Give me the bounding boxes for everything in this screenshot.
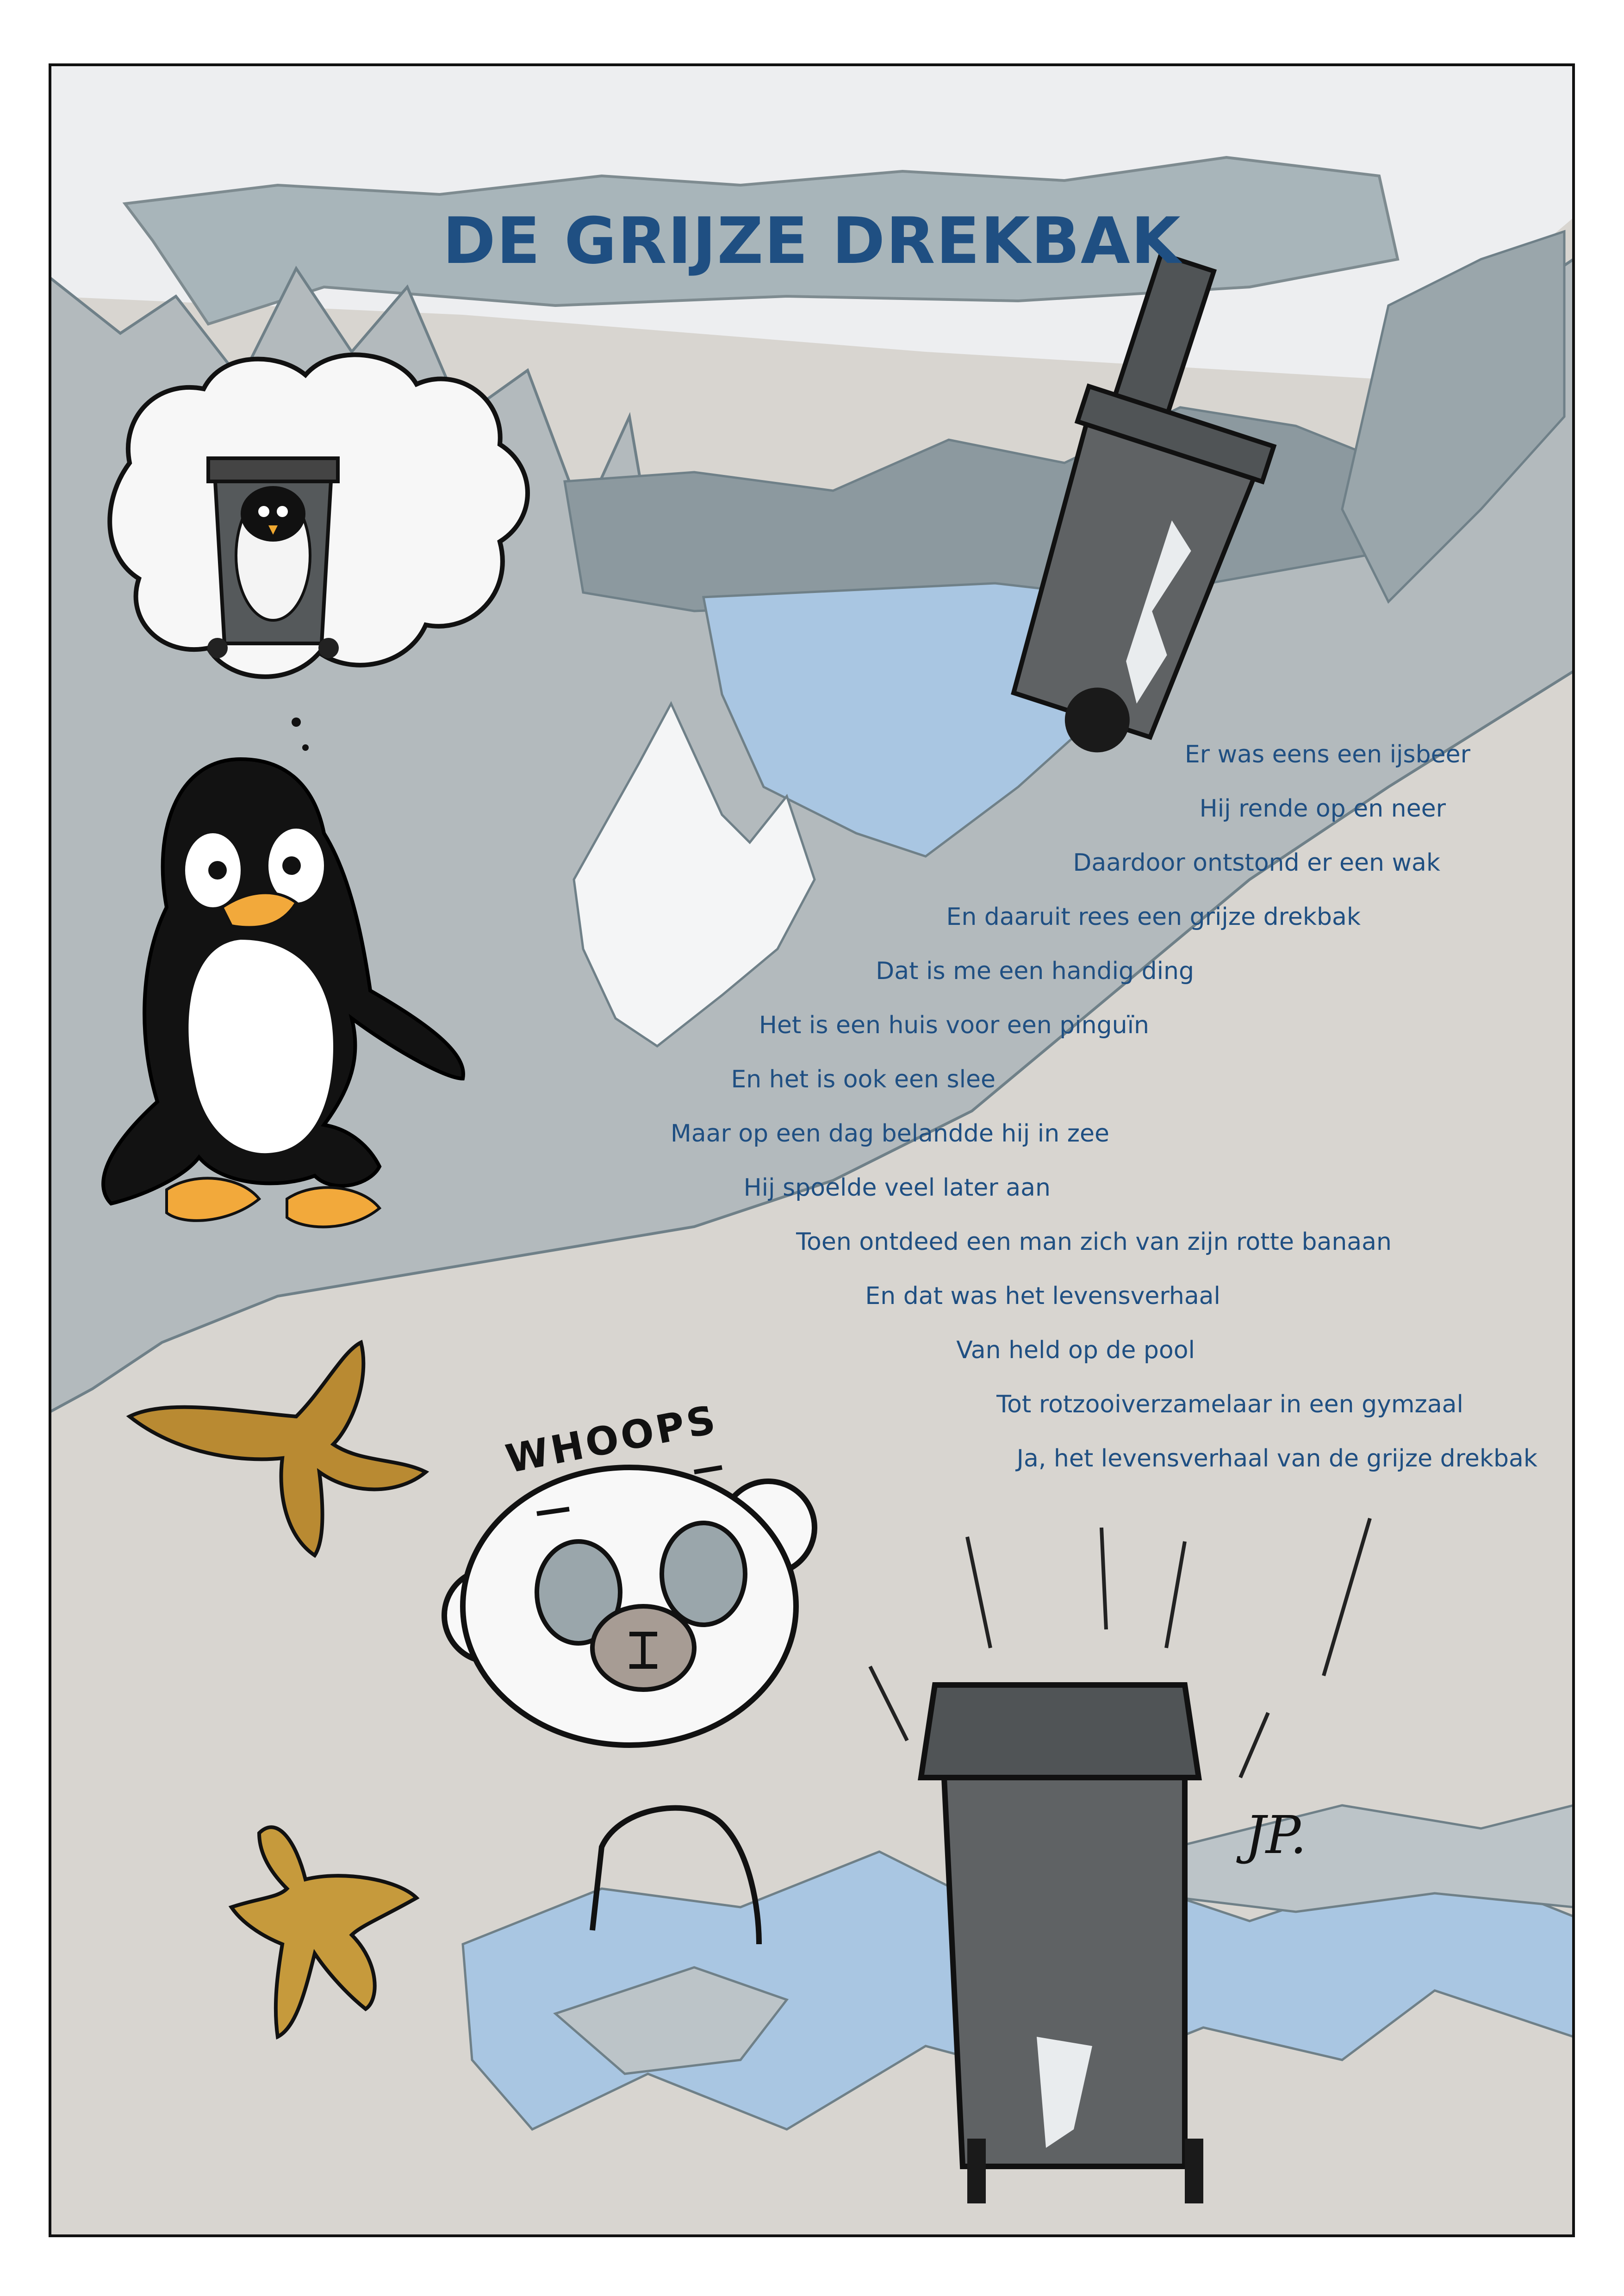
- poem-line: Van held op de pool: [956, 1336, 1195, 1364]
- poem-line: Maar op een dag belandde hij in zee: [670, 1120, 1109, 1148]
- poem-line: Ja, het levensverhaal van de grijze drekbak: [1016, 1445, 1537, 1472]
- poem-line: Hij rende op en neer: [1199, 795, 1446, 823]
- poem-line: Daardoor ontstond er een wak: [1073, 849, 1440, 877]
- bear-exclamation: WHOOPS: [502, 1396, 722, 1482]
- poem-line: En het is ook een slee: [731, 1066, 996, 1093]
- artist-signature: JP.: [1245, 1805, 1307, 1866]
- poem-line: Toen ontdeed een man zich van zijn rotte banaan: [796, 1228, 1392, 1256]
- poem-line: En dat was het levensverhaal: [865, 1282, 1220, 1310]
- poem-line: Dat is me een handig ding: [876, 957, 1194, 985]
- poem-line: Er was eens een ijsbeer: [1184, 741, 1470, 768]
- poem-line: Hij spoelde veel later aan: [743, 1174, 1051, 1202]
- poem-line: Tot rotzooiverzamelaar in een gymzaal: [996, 1391, 1463, 1418]
- page-title: DE GRIJZE DREKBAK: [442, 204, 1182, 278]
- poem-line: Het is een huis voor een pinguïn: [759, 1011, 1149, 1039]
- poem-line: En daaruit rees een grijze drekbak: [946, 903, 1361, 931]
